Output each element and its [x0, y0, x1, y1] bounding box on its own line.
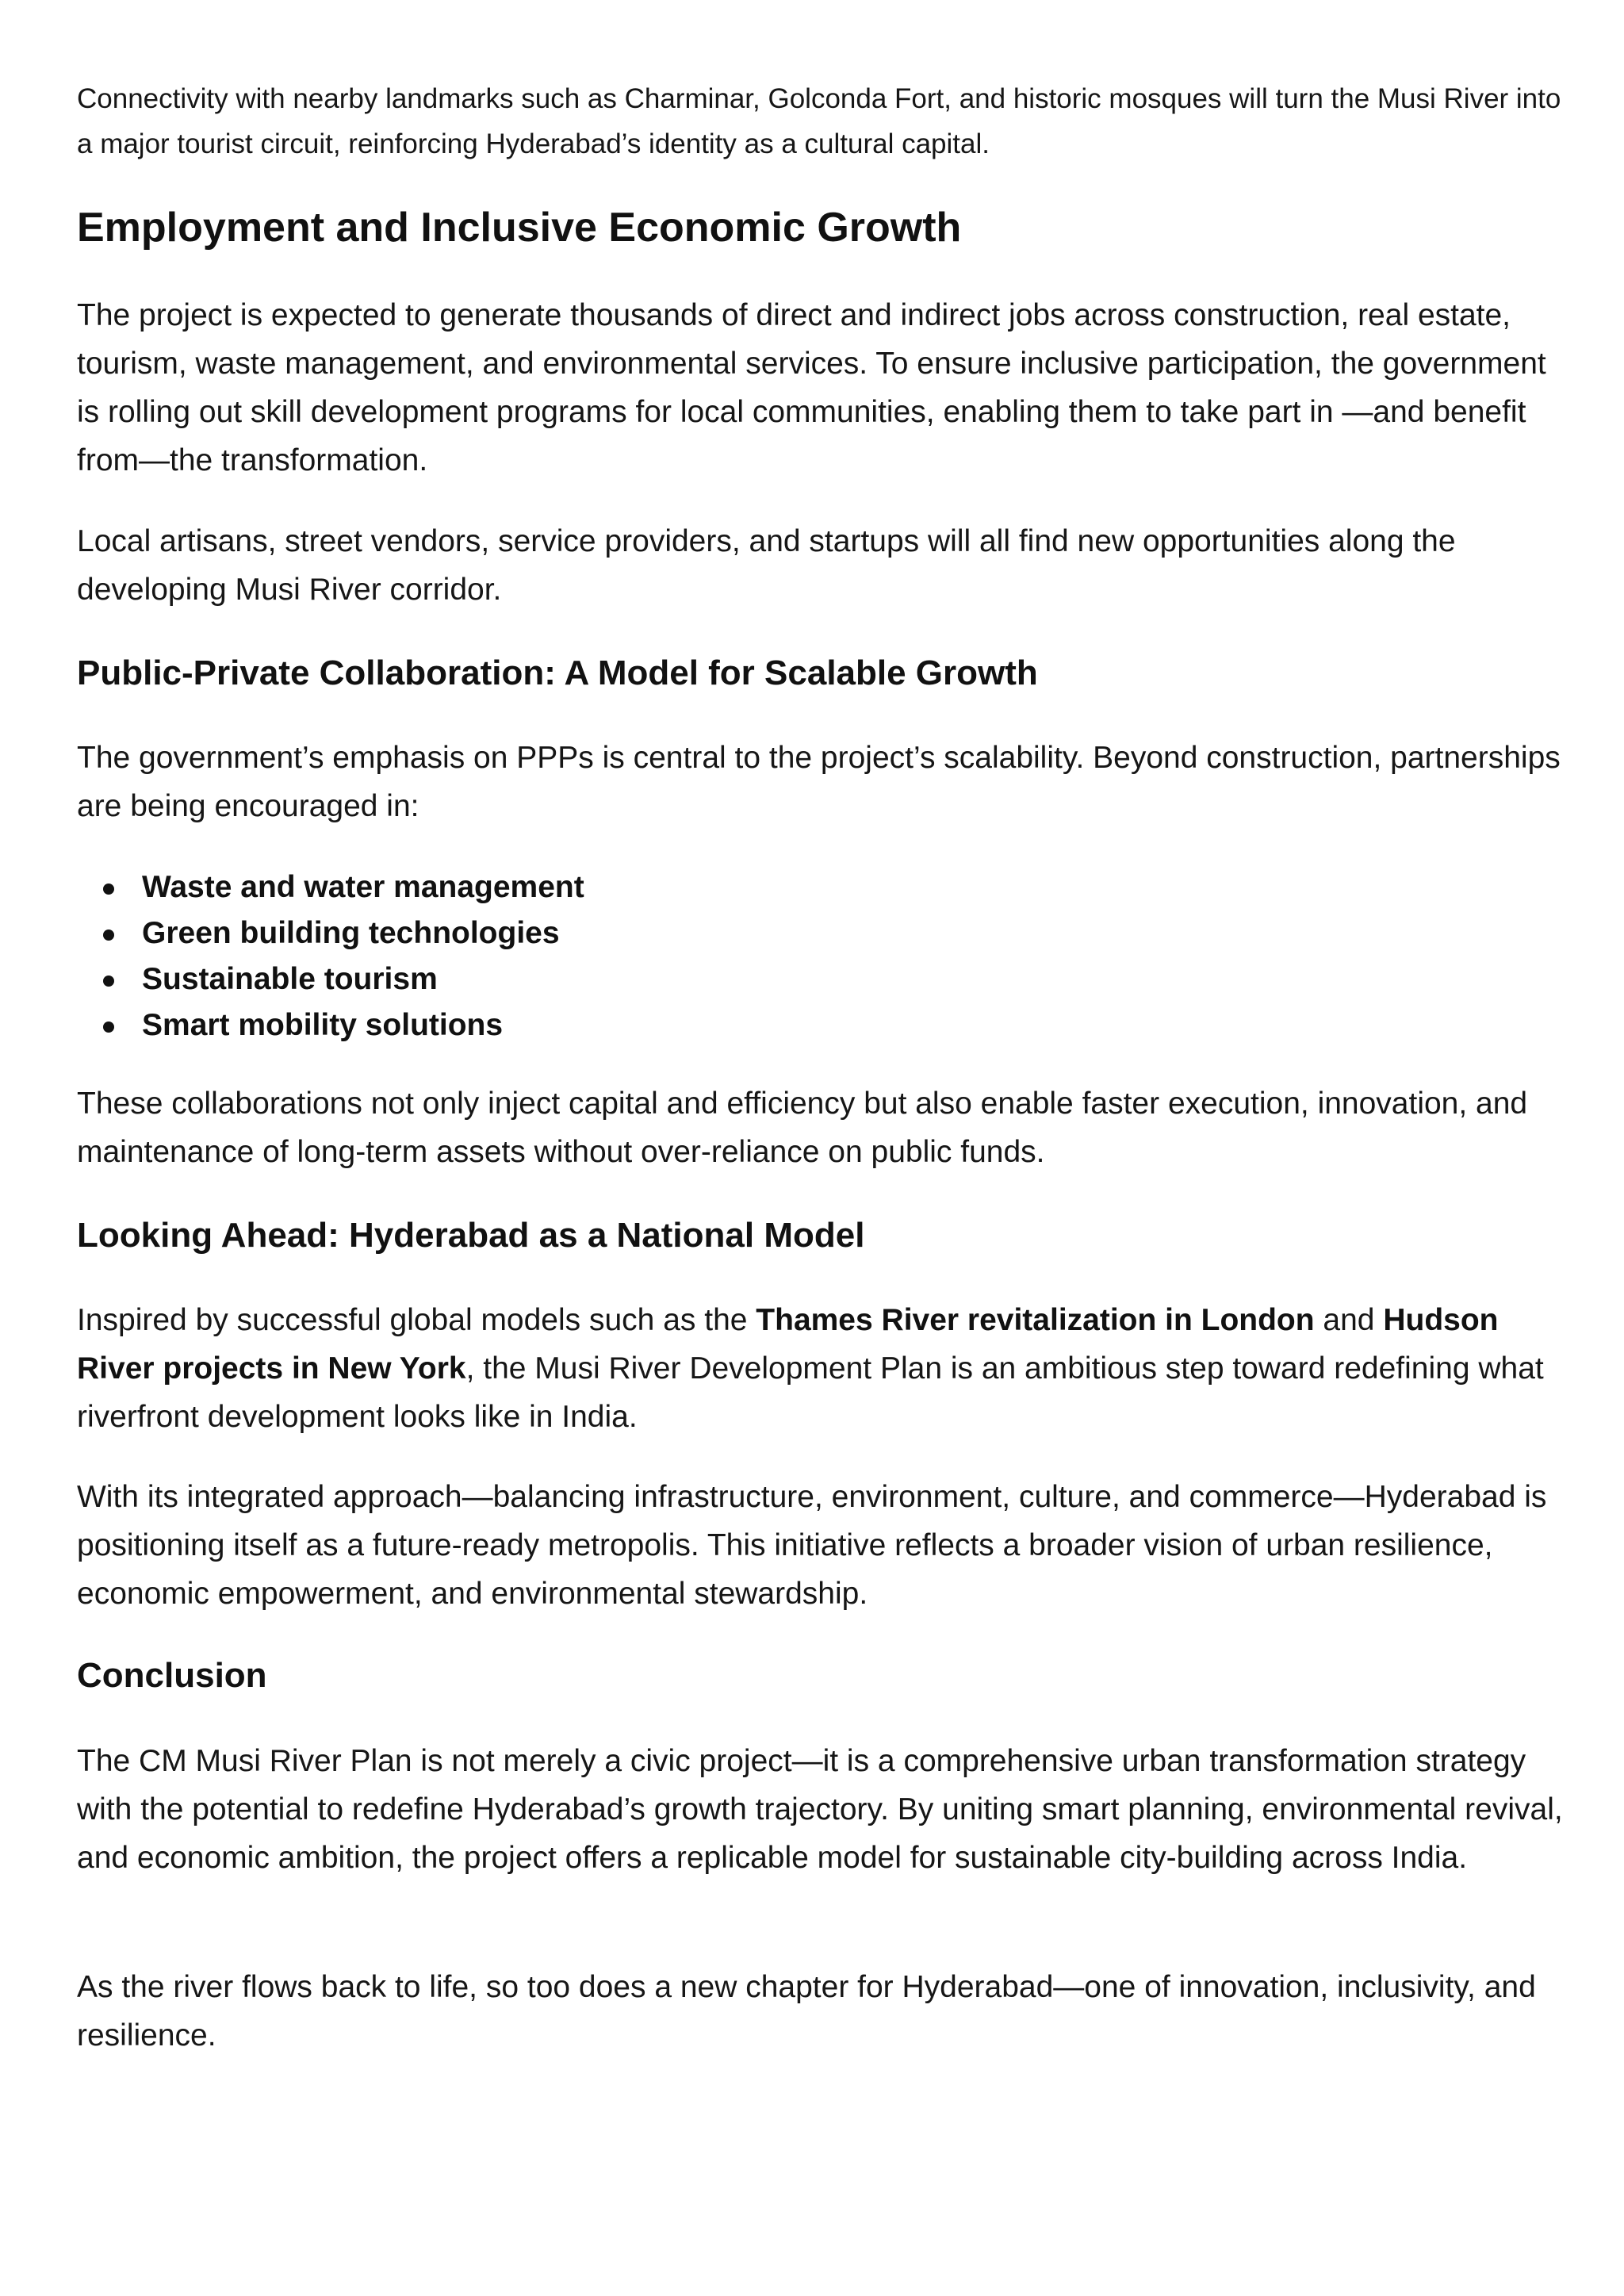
list-item-label: Sustainable tourism: [142, 962, 438, 996]
ppp-paragraph-1: The government’s emphasis on PPPs is central to the project’s scalability. Beyond construction, partnerships are being encouraged in:: [77, 741, 1561, 823]
ahead-bold-hudson: Hudson River projects in New York: [77, 1303, 1499, 1386]
intro-paragraph: Connectivity with nearby landmarks such as Charminar, Golconda Fort, and historic mosques will turn the Musi River into a major tourist circuit, reinforcing Hyderabad’s identity as a cultural capital.: [77, 83, 1561, 159]
ahead-text-mid: and: [1314, 1303, 1384, 1337]
employment-paragraph-2: Local artisans, street vendors, service providers, and startups will all find new opportunities along the developing Musi River corridor.: [77, 524, 1456, 607]
conclusion-paragraph-1: The CM Musi River Plan is not merely a civic project—it is a comprehensive urban transformation strategy with the potential to redefine Hyderabad’s growth trajectory. By uniting smart planning, environmental revival, and economic ambition, the project offers a replicable model for sustainable city-building across India.: [77, 1744, 1563, 1875]
employment-heading: Employment and Inclusive Economic Growth: [77, 205, 962, 251]
conclusion-paragraph-2: As the river flows back to life, so too does a new chapter for Hyderabad—one of innovation, inclusivity, and resilience.: [77, 1970, 1536, 2053]
ahead-paragraph-1: [77, 1296, 1568, 1441]
list-item-label: Waste and water management: [142, 870, 584, 904]
list-item: [77, 864, 1568, 910]
list-item-label: Smart mobility solutions: [142, 1008, 504, 1042]
ppp-list: [77, 864, 1568, 1048]
bullet-icon: [103, 1022, 114, 1033]
employment-paragraph-1: The project is expected to generate thousands of direct and indirect jobs across construction, real estate, tourism, waste management, and environmental services. To ensure inclusive participation, the government is rolling out skill development programs for local communities, enabling them to take part in —and benefit from—the transformation.: [77, 298, 1546, 477]
ahead-heading: Looking Ahead: Hyderabad as a National Model: [77, 1216, 865, 1255]
ppp-paragraph-2: These collaborations not only inject capital and efficiency but also enable faster execution, innovation, and maintenance of long-term assets without over-reliance on public funds.: [77, 1087, 1528, 1169]
ahead-text-after: , the Musi River Development Plan is an ambitious step toward redefining what riverfront development looks like in India.: [77, 1351, 1544, 1434]
ahead-bold-thames: Thames River revitalization in London: [756, 1303, 1315, 1337]
list-item: [77, 910, 1568, 956]
ahead-paragraph-2: With its integrated approach—balancing infrastructure, environment, culture, and commerce—Hyderabad is positioning itself as a future-ready metropolis. This initiative reflects a broader vision of urban resilience, economic empowerment, and environmental stewardship.: [77, 1480, 1547, 1611]
ppp-heading: Public-Private Collaboration: A Model for Scalable Growth: [77, 654, 1038, 692]
list-item-label: Green building technologies: [142, 916, 560, 950]
list-item: [77, 1002, 1568, 1048]
list-item: [77, 956, 1568, 1002]
bullet-icon: [103, 976, 114, 987]
bullet-icon: [103, 884, 114, 895]
ahead-text-before: Inspired by successful global models such as the: [77, 1303, 756, 1337]
conclusion-heading: Conclusion: [77, 1656, 267, 1695]
bullet-icon: [103, 930, 114, 941]
